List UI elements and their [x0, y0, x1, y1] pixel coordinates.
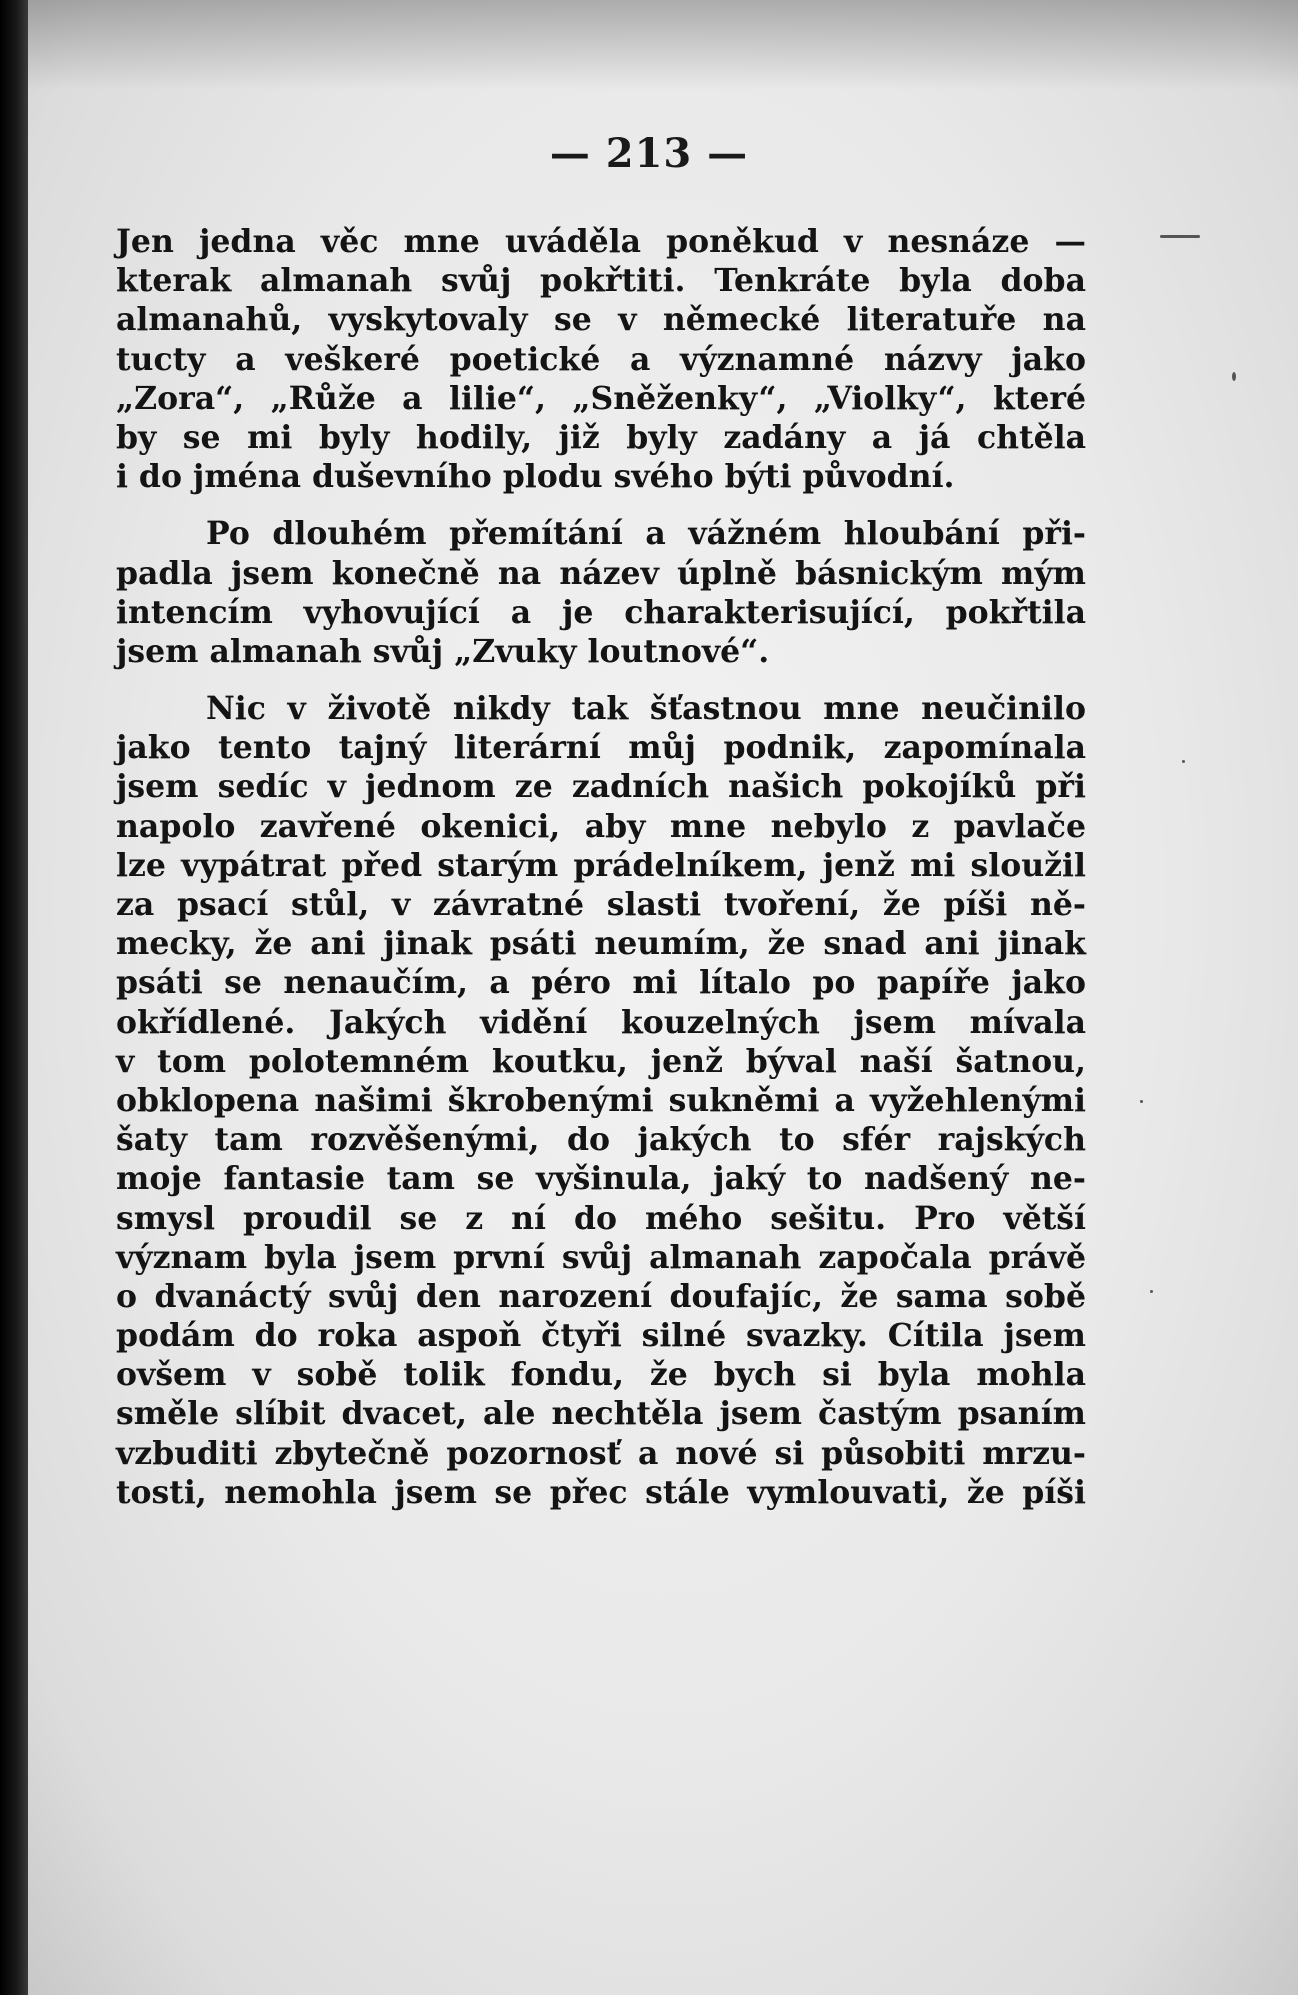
text-line: za psací stůl, v závratné slasti tvoření, že píši ně- [116, 886, 1086, 923]
paper-speck [1232, 372, 1236, 381]
page-number: — 213 — [549, 130, 749, 177]
paper-speck [1182, 760, 1185, 763]
text-line: „Zora“, „Růže a lilie“, „Sněženky“, „Violky“, které [116, 379, 1086, 417]
text-line: i do jména duševního plodu svého býti původní. [116, 458, 955, 496]
text-line: napolo zavřené okenici, aby mne nebylo z pavlače [116, 807, 1086, 845]
text-line: vzbuditi zbytečně pozornosť a nové si působiti mrzu- [116, 1434, 1086, 1472]
text-line: význam byla jsem první svůj almanah započala právě [116, 1238, 1086, 1276]
text-line: lze vypátrat před starým prádelníkem, jenž mi sloužil [116, 846, 1086, 884]
text-line: podám do roka aspoň čtyři silné svazky. Cítila jsem [116, 1317, 1086, 1355]
text-line: Jen jedna věc mne uváděla poněkud v nesnáze — [116, 223, 1086, 260]
text-line: o dvanáctý svůj den narození doufajíc, že sama sobě [116, 1277, 1086, 1315]
paragraph-2 [116, 514, 1086, 671]
text-line: Po dlouhém přemítání a vážném hloubání při- [206, 515, 1086, 553]
text-line: v tom polotemném koutku, jenž býval naší šatnou, [116, 1042, 1086, 1080]
text-line: tosti, nemohla jsem se přec stále vymlouvati, že píši [116, 1473, 1086, 1511]
text-line: šaty tam rozvěšenými, do jakých to sfér rajských [116, 1121, 1086, 1159]
paragraph-1 [116, 222, 1086, 496]
text-line: jsem almanah svůj „Zvuky loutnové“. [116, 632, 770, 670]
paragraph-3 [116, 689, 1086, 1512]
text-line: směle slíbit dvacet, ale nechtěla jsem častým psaním [116, 1395, 1086, 1433]
text-line: Nic v životě nikdy tak šťastnou mne neučinilo [206, 690, 1086, 728]
body-text [116, 222, 1086, 1530]
text-line: by se mi byly hodily, již byly zadány a já chtěla [116, 418, 1086, 456]
text-line: moje fantasie tam se vyšinula, jaký to nadšený ne- [116, 1160, 1086, 1198]
text-line: okřídlené. Jakých vidění kouzelných jsem mívala [116, 1003, 1086, 1041]
paper-speck [1150, 1290, 1153, 1293]
paper-speck [1160, 235, 1200, 238]
text-line: psáti se nenaučím, a péro mi lítalo po papíře jako [116, 964, 1086, 1002]
text-line: padla jsem konečně na název úplně básnickým mým [116, 554, 1086, 592]
book-binding-edge [0, 0, 28, 1995]
text-line: almanahů, vyskytovaly se v německé literatuře na [116, 301, 1086, 339]
text-line: ovšem v sobě tolik fondu, že bych si byla mohla [116, 1356, 1086, 1394]
paper-speck [1140, 1100, 1143, 1103]
text-line: smysl proudil se z ní do mého sešitu. Pro větší [116, 1199, 1086, 1237]
text-line: tucty a veškeré poetické a významné názvy jako [116, 340, 1086, 378]
text-line: kterak almanah svůj pokřtiti. Tenkráte byla doba [116, 262, 1086, 300]
text-line: jako tento tajný literární můj podnik, zapomínala [116, 729, 1086, 767]
text-line: intencím vyhovující a je charakterisující, pokřtila [116, 593, 1086, 631]
text-line: obklopena našimi škrobenými sukněmi a vyžehlenými [116, 1081, 1086, 1119]
text-line: jsem sedíc v jednom ze zadních našich pokojíků při [116, 768, 1086, 806]
paper-top-shadow [28, 0, 1298, 90]
text-line: mecky, že ani jinak psáti neumím, že snad ani jinak [116, 925, 1086, 963]
